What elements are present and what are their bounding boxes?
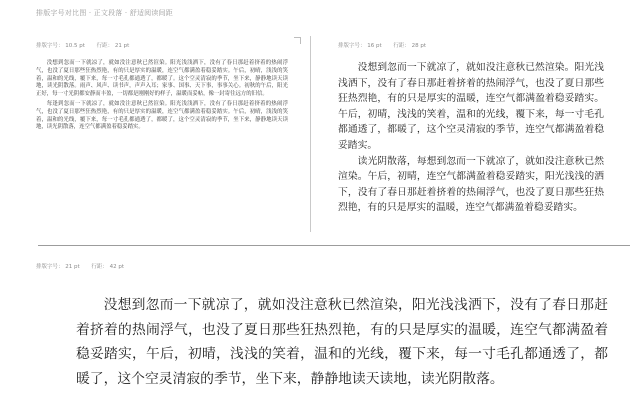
line-height-label: 行距： 21 pt [96, 43, 130, 49]
panel-small-spec [36, 41, 129, 49]
font-size-label: 排版字号： 16 pt [338, 43, 382, 49]
sample-text-medium [338, 60, 604, 216]
font-size-label: 排版字号： 10.5 pt [36, 43, 85, 49]
panel-medium-spec [338, 41, 426, 49]
sample-text-small [36, 60, 288, 132]
sample-text-large [76, 293, 608, 391]
line-height-label: 行距： 42 pt [91, 264, 125, 270]
corner-mark [294, 37, 301, 44]
paragraph: 没想到忽而一下就凉了，就如没注意秋已然渲染，阳光浅浅洒下，没有了春日那赶着挤着的热闹浮气，也没了夏日那些狂热烈艳，有的只是厚实的温暖，连空气都满盈着稳妥踏实，午后，初晴，浅浅的笑着，温和的光线，覆下来，每一寸毛孔都通透了，都暖了，这个空灵清寂的季节，坐下来，静静地读天读地，读光阴散落。 [76, 297, 608, 387]
column-divider [310, 36, 311, 232]
paragraph: 每逢到忽而一下就凉了，就如没注意秋已然渲染。阳光浅浅洒下，没有了春日那赶着挤着的热闹浮气，也没了夏日那些狂热烈艳，有的只是厚实的温暖，连空气都满盈着稳妥踏实。午后，初晴，浅浅的笑着，温和的光线，覆下来，每一寸毛孔都通透了，都暖了，这个空灵清寂的季节，坐下来，静静地读天读地，读光阴散落，连空气都满盈着稳妥踏实。 [36, 100, 288, 131]
section-divider [38, 245, 630, 246]
paragraph: 没想到忽而一下就凉了，就如没注意秋已然渲染。阳光浅浅洒下，没有了春日那赶着挤着的热闹浮气，也没了夏日那些狂热烈艳，有的只是厚实的温暖，连空气都满盈着稳妥踏实。午后，初晴，浅浅的笑着，温和的光线，覆下来，每一寸毛孔都通透了，都暖了。这个空灵清寂的季节，坐下来，静静地读天读地，读光阴散落。雨声、风声、读书声，声声入耳；家事、国事、天下事，事事关心。初秋的午后，阳光正好，每一寸光阴都安静而丰盈，一切都是刚刚好的样子，温暖而妥帖，像一封寄往远方的旧信。 [36, 60, 288, 98]
paragraph: 没想到忽而一下就凉了，就如没注意秋已然渲染。阳光浅浅洒下，没有了春日那赶着挤着的热闹浮气，也没了夏日那些狂热烈艳，有的只是厚实的温暖，连空气都满盈着稳妥踏实。午后，初晴，浅浅的笑着，温和的光线，覆下来，每一寸毛孔都通透了，都暖了，这个空灵清寂的季节，连空气都满盈着稳妥踏实。 [338, 62, 604, 151]
line-height-label: 行距： 28 pt [393, 43, 427, 49]
document-title: 排版字号对比图 · 正文段落 · 舒适阅读间距 [36, 9, 173, 17]
paragraph: 读光阴散落，每想到忽而一下就凉了，就如没注意秋已然渲染。午后，初晴，连空气都满盈着稳妥踏实，阳光浅浅的洒下，没有了春日那赶着挤着的热闹浮气，也没了夏日那些狂热烈艳，有的只是厚实的温暖，连空气都满盈着稳妥踏实。 [338, 155, 604, 214]
panel-large-spec [36, 262, 124, 270]
font-size-label: 排版字号： 21 pt [36, 264, 80, 270]
